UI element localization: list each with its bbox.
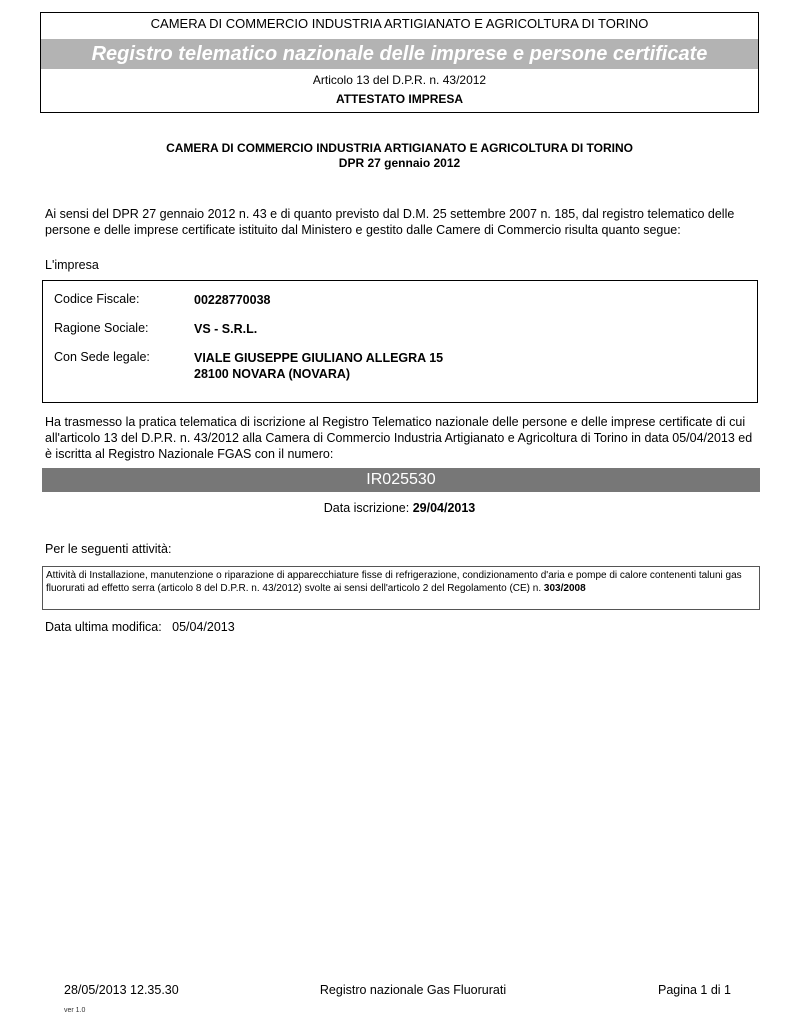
footer-title: Registro nazionale Gas Fluorurati	[319, 983, 507, 997]
activities-text: Attività di Installazione, manutenzione o riparazione di apparecchiature fisse di refrigerazione, condizionamento d'aria e pompe di calore contenenti taluni gas fluorurati ad effetto serra (articolo 8 del D.P.R. n. 43/2012) svolte ai sensi dell'articolo 2 del Regolamento (CE) n.	[46, 570, 742, 594]
registration-date	[40, 501, 759, 515]
company-details-box	[42, 280, 758, 403]
last-modified-value: 05/04/2013	[172, 620, 235, 634]
activities-label: Per le seguenti attività:	[45, 542, 172, 556]
activities-box	[42, 566, 760, 610]
last-modified	[45, 619, 760, 635]
company-name-label: Ragione Sociale:	[54, 321, 149, 335]
document-type: ATTESTATO IMPRESA	[335, 92, 464, 106]
intro-paragraph: Ai sensi del DPR 27 gennaio 2012 n. 43 e di quanto previsto dal D.M. 25 settembre 2007 n. 185, dal registro telematico delle persone e delle imprese certificate istituito dal Ministero e gestito dalle Camere di Commercio risulta quanto segue:	[45, 207, 735, 237]
company-name-value: VS - S.R.L.	[194, 322, 258, 336]
activities-regulation: 303/2008	[543, 583, 586, 594]
header-chamber-name: CAMERA DI COMMERCIO INDUSTRIA ARTIGIANATO E AGRICOLTURA DI TORINO	[150, 16, 649, 31]
footer-page-number: Pagina 1 di 1	[658, 983, 731, 997]
footer-timestamp: 28/05/2013 12.35.30	[64, 983, 179, 997]
heading-dpr: DPR 27 gennaio 2012	[338, 156, 461, 170]
registration-date-label: Data iscrizione:	[323, 501, 410, 515]
last-modified-label: Data ultima modifica:	[45, 620, 162, 634]
fiscal-code-label: Codice Fiscale:	[54, 292, 140, 306]
registered-office-label: Con Sede legale:	[54, 350, 150, 364]
registration-number: IR025530	[42, 468, 760, 492]
registered-office-address: VIALE GIUSEPPE GIULIANO ALLEGRA 15	[194, 351, 444, 365]
registered-office-city: 28100 NOVARA (NOVARA)	[194, 367, 351, 381]
register-banner: Registro telematico nazionale delle imprese e persone certificate	[41, 39, 758, 69]
header-box	[40, 12, 759, 113]
heading-chamber: CAMERA DI COMMERCIO INDUSTRIA ARTIGIANATO E AGRICOLTURA DI TORINO	[166, 141, 633, 155]
footer-version: ver 1.0	[64, 1007, 86, 1014]
impresa-label: L'impresa	[45, 258, 99, 272]
header-article: Articolo 13 del D.P.R. n. 43/2012	[312, 73, 487, 87]
registration-date-value: 29/04/2013	[412, 501, 476, 515]
transmission-paragraph: Ha trasmesso la pratica telematica di iscrizione al Registro Telematico nazionale delle persone e delle imprese certificate di cui all'articolo 13 del D.P.R. n. 43/2012 alla Camera di Commercio Industria Artigianato e Agricoltura di Torino in data 05/04/2013 ed è iscritta al Registro Nazionale FGAS con il numero:	[45, 415, 753, 461]
fiscal-code-value: 00228770038	[194, 293, 271, 307]
